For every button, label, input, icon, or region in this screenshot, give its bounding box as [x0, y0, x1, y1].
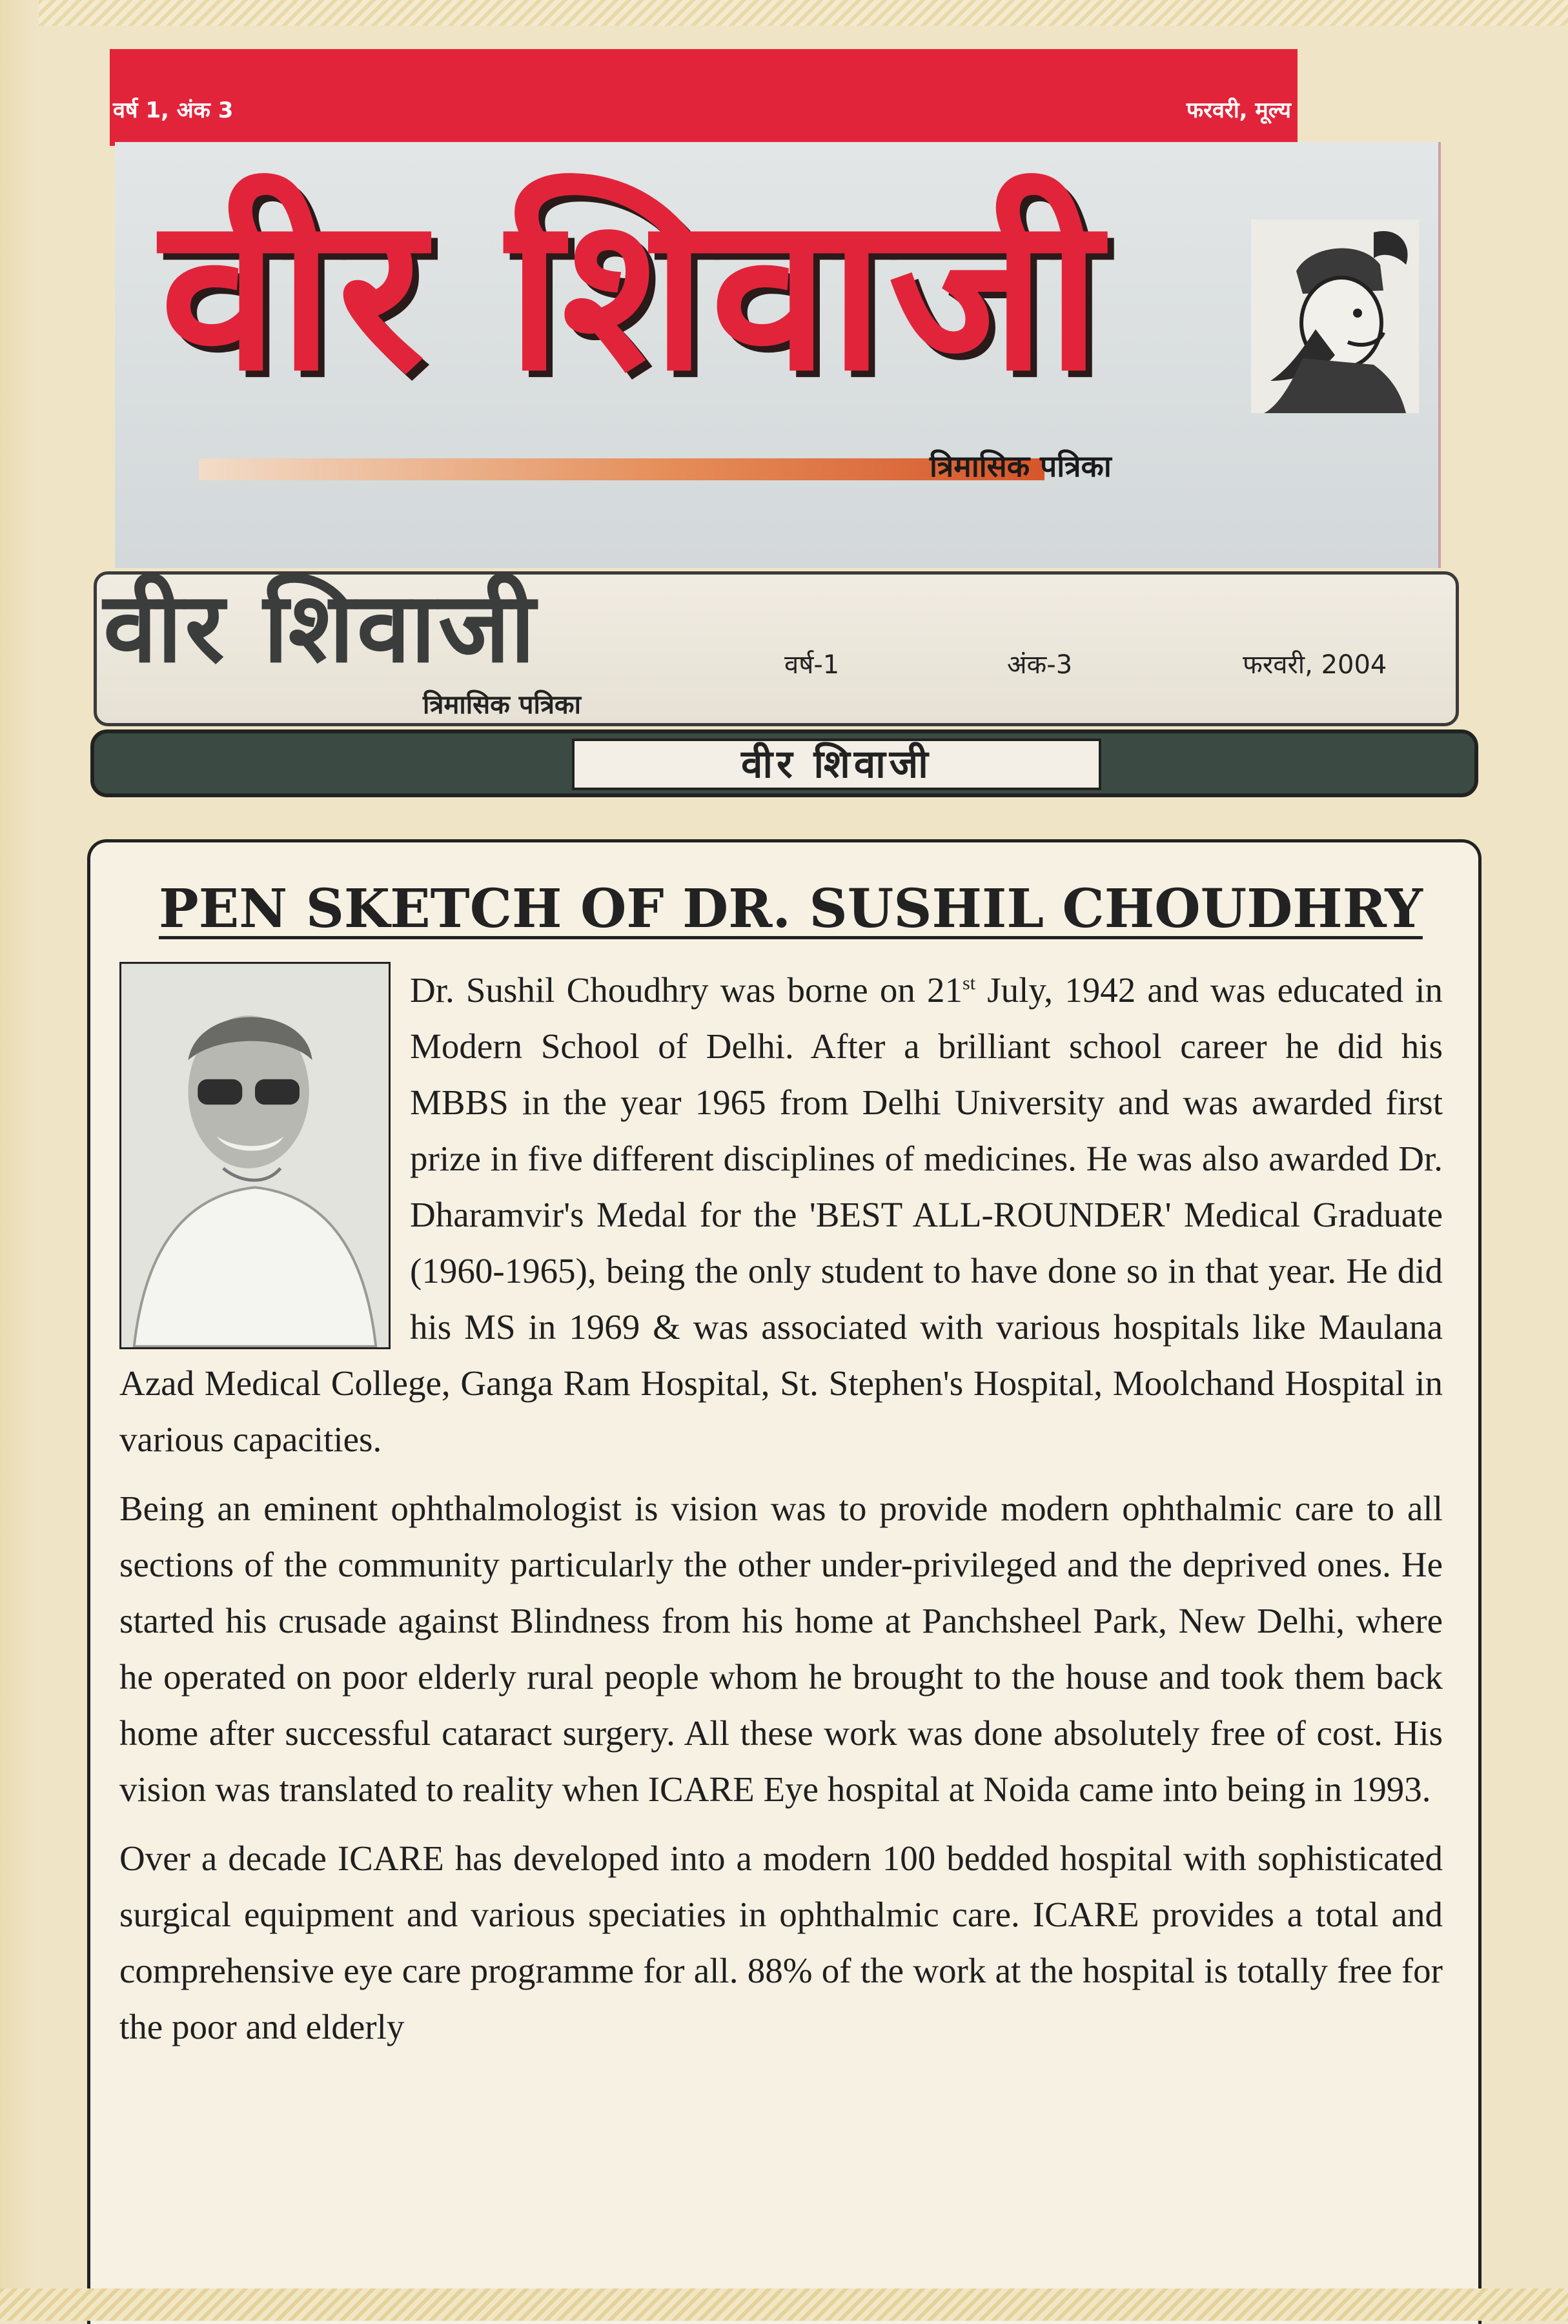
article	[87, 839, 1481, 2324]
paragraph-3: Over a decade ICARE has developed into a modern 100 bedded hospital with sophisticated surgical equipment and various speciaties in ophthalmic care. ICARE provides a total and comprehensive eye care programme for all. 88% of the work at the hospital is totally free for the poor and elderly	[119, 1839, 1443, 2046]
section-band	[90, 729, 1478, 797]
shivaji-portrait-icon	[1251, 219, 1419, 413]
masthead-secondary	[94, 571, 1459, 726]
left-edge	[0, 0, 39, 2321]
masthead-rule	[199, 458, 1044, 480]
masthead	[115, 142, 1441, 568]
paragraph-1: Dr. Sushil Choudhry was borne on 21st July, 1942 and was educated in Modern School of Delhi. After a brilliant school career he did his MBBS in the year 1965 from Delhi University and was awarded first prize in five different disciplines of medicines. He was also awarded Dr. Dharamvir's Medal for the 'BEST ALL-ROUNDER' Medical Graduate (1960-1965), being the only student to have done so in that year. He did his MS in 1969 & was associated with various hospitals like Maulana Azad Medical College, Ganga Ram Hospital, St. Stephen's Hospital, Moolchand Hospital in various capacities.	[119, 970, 1443, 1459]
paragraph-2: Being an eminent ophthalmologist is vision was to provide modern ophthalmic care to all sections of the community particularly the other under-privileged and the deprived ones. He started his crusade against Blindness from his home at Panchsheel Park, New Delhi, where he operated on poor elderly rural people whom he brought to the house and took them back home after successful cataract surgery. All these work was done absolutely free of cost. His vision was translated to reality when ICARE Eye hospital at Noida came into being in 1993.	[119, 1489, 1443, 1809]
masthead-secondary-subtitle: त्रिमासिक पत्रिका	[423, 690, 582, 720]
year-label: वर्ष-1	[784, 650, 840, 680]
article-body	[119, 962, 1443, 2068]
date-label: फरवरी, 2004	[1243, 650, 1387, 680]
masthead-title: वीर शिवाजी	[160, 170, 1105, 418]
bottom-edge	[0, 2288, 1568, 2321]
masthead-subtitle: त्रिमासिक पत्रिका	[930, 449, 1112, 484]
top-edge	[0, 0, 1568, 26]
article-headline: PEN SKETCH OF DR. SUSHIL CHOUDHRY	[159, 878, 1423, 940]
issue-price: फरवरी, मूल्य	[1186, 97, 1291, 123]
section-title: वीर शिवाजी	[741, 742, 932, 787]
section-title-box	[572, 739, 1101, 790]
issue-label: अंक-3	[1007, 650, 1073, 680]
masthead-secondary-title: वीर शिवाजी	[103, 572, 538, 684]
issue-number: वर्ष 1, अंक 3	[113, 97, 234, 123]
issue-band	[110, 49, 1298, 146]
